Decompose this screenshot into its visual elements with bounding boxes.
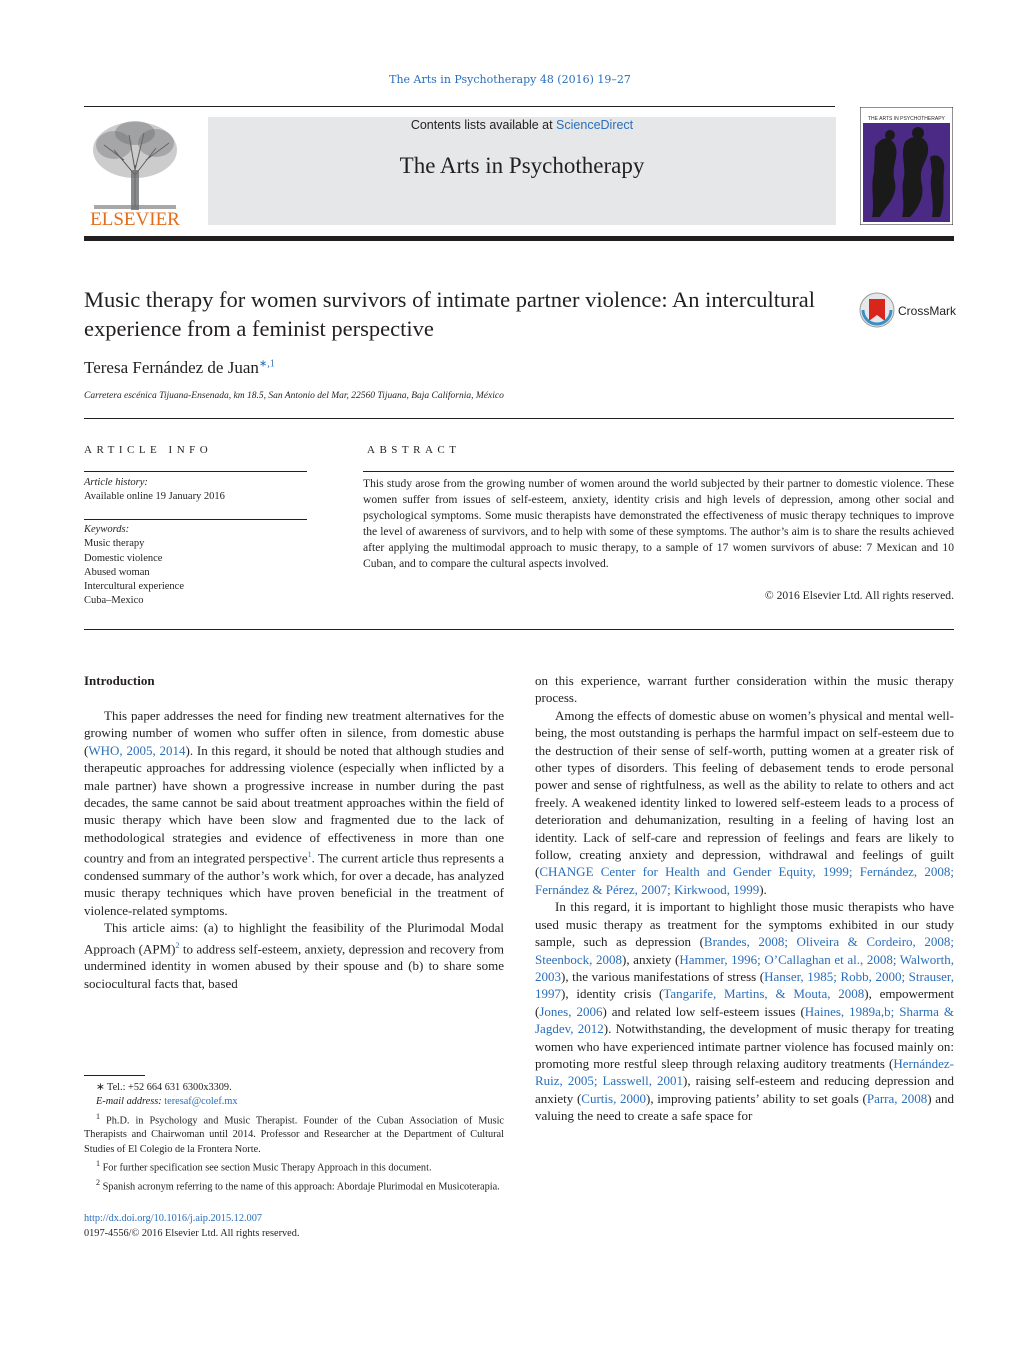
paragraph: This article aims: (a) to highlight the feasibility of the Plurimodal Modal Approach (APM)$^2$ to address self-esteem, anxiety, depression and recovery from undermined identity in women abused by their spouse and (b) to share some sociocultural facts that, based <box>84 920 504 991</box>
header-top-rule <box>84 106 835 107</box>
keywords-block <box>84 523 307 609</box>
paragraph: Among the effects of domestic abuse on women’s physical and mental well-being, the most outstanding is perhaps the harmful impact on self-esteem due to the destruction of their sense of self-worth, putting women at a greater risk of other types of disorders. This feeling of debasement tends to erode personal power and sense of rightfulness, as well as the ability to relate to others and act freely. A weakened identity linked to lowered self-esteem leads to a process of deterioration and dehumanization, resulting in a feeling of having lost an identity. Lack of self-care and repression of feelings and fears are likely to follow, creating anxiety and depression, withdrawal and feelings of guilt (CHANGE Center for Health and Gender Equity, 1999; Fernández, 2008; Fernández & Pérez, 2007; Kirkwood, 1999). <box>535 707 954 897</box>
citation-link[interactable]: WHO, 2005, 2014 <box>88 742 186 758</box>
introduction-heading: Introduction <box>84 673 155 688</box>
journal-title: The Arts in Psychotherapy <box>399 153 645 178</box>
article-history <box>84 476 307 505</box>
abstract-bottom-rule <box>84 629 954 630</box>
header-thick-rule <box>84 236 954 241</box>
keyword: Music therapy <box>84 538 145 550</box>
citation-link[interactable]: Hernández-Ruiz, 2005; Lasswell, 2001 <box>535 1055 954 1089</box>
author-affiliation: Carretera escénica Tijuana-Ensenada, km 18.5, San Antonio del Mar, 22560 Tijuana, Baja California, México <box>84 391 504 401</box>
crossmark-label: CrossMark <box>898 304 957 318</box>
footnote-1: $^1$ Ph.D. in Psychology and Music Therapist. Founder of the Cuban Association of Music Therapists and Chairwoman until 2014. Professor and Researcher at the Department of Cultural Studies of El Colegio de la Frontera Norte. <box>84 1111 505 1155</box>
keywords-rule <box>84 519 307 520</box>
article-info-heading: ARTICLE INFO <box>84 444 213 456</box>
article-title: Music therapy for women survivors of intimate partner violence: An intercultural experience from a feminist perspective <box>84 287 816 341</box>
footnote-rule <box>84 1075 145 1076</box>
issn-copyright: 0197-4556/© 2016 Elsevier Ltd. All rights reserved. <box>84 1227 300 1239</box>
doi-link[interactable]: http://dx.doi.org/10.1016/j.aip.2015.12.007 <box>84 1213 263 1224</box>
history-value: Available online 19 January 2016 <box>84 491 225 503</box>
sciencedirect-link[interactable]: ScienceDirect <box>556 118 634 132</box>
journal-cover-image[interactable] <box>860 107 953 225</box>
paragraph: This paper addresses the need for finding new treatment alternatives for the growing number of women who suffer often in silence, from domestic abuse (WHO, 2005, 2014). In this regard, it should be noted that although studies and therapeutic approaches for addressing violence (especially when inflicted by a male partner) have shown a progressive increase in number during the past decades, the same cannot be said about treatment approaches within the field of music therapy which have been slow and fragmented due to the lack of methodological strategies and evidence of effectiveness in more than one country and from an integrated perspective$^1$. The current article thus represents a condensed summary of the author’s work which, for over a decade, has analyzed music therapy techniques which have proven beneficial in the treatment of violence-related symptoms. <box>84 708 504 918</box>
paragraph: In this regard, it is important to highlight those music therapists who have used music therapy as treatment for the symptoms exhibited in our study sample, such as depression (Brandes, 2008; Oliveira & Cordeiro, 2008; Steenbock, 2008), anxiety (Hammer, 1996; O’Callaghan et al., 2008; Walworth, 2003), the various manifestations of stress (Hanser, 1985; Robb, 2000; Strauser, 1997), identity crisis (Tangarife, Martins, & Mouta, 2008), empowerment (Jones, 2006) and related low self-esteem issues (Haines, 1989a,b; Sharma & Jagdev, 2012). Notwithstanding, the development of music therapy for treating women who have experienced intimate partner violence has focused mainly on: promoting more restful sleep through relaxing auditory treatments (Hernández-Ruiz, 2005; Lasswell, 2001), raising self-esteem and reducing depression and anxiety (Curtis, 2000), improving patients’ ability to set goals (Parra, 2008) and valuing the need to create a safe space for <box>535 899 954 1124</box>
citation-link[interactable]: Hammer, 1996; O’Callaghan et al., 2008; Walworth, 2003 <box>535 951 954 984</box>
article-footer <box>84 1212 299 1241</box>
footnote-email: E-mail address: teresaf@colef.mx <box>96 1096 238 1108</box>
elsevier-logo <box>84 115 186 227</box>
paragraph: on this experience, warrant further consideration within the music therapy process. <box>535 673 954 706</box>
citation-link[interactable]: Haines, 1989a,b; Sharma & Jagdev, 2012 <box>535 1003 954 1037</box>
author-footnote-marks[interactable]: ∗,1 <box>258 358 275 370</box>
keyword: Cuba–Mexico <box>84 595 144 607</box>
keyword: Intercultural experience <box>84 581 184 593</box>
footnote-tel: ∗ Tel.: +52 664 631 6300x3309. <box>96 1082 232 1093</box>
article-info-rule <box>84 471 307 472</box>
author-line <box>84 358 275 378</box>
abstract-heading: ABSTRACT <box>367 444 461 456</box>
footnotes <box>84 1081 504 1194</box>
journal-citation[interactable]: The Arts in Psychotherapy 48 (2016) 19–27 <box>389 73 631 86</box>
footnote-2: $^2$ Spanish acronym referring to the name of this approach: Abordaje Plurimodal en Musicoterapia. <box>96 1177 500 1193</box>
footnote-ref[interactable]: 2 <box>175 940 180 950</box>
journal-banner <box>208 117 836 225</box>
citation-link[interactable]: Jones, 2006 <box>539 1003 603 1019</box>
citation-link[interactable]: CHANGE Center for Health and Gender Equity, 1999; Fernández, 2008; Fernández & Pérez, 2007; Kirkwood, 1999 <box>535 864 954 897</box>
citation-link[interactable]: Hanser, 1985; Robb, 2000; Strauser, 1997 <box>535 968 954 1002</box>
keyword: Domestic violence <box>84 552 163 564</box>
abstract-rule <box>363 471 954 472</box>
left-column <box>84 707 504 992</box>
abstract-text: This study arose from the growing number of women around the world subjected by their partner to domestic violence. These women suffer from issues of self-esteem, anxiety, identity crisis and high levels of depression, among other social and psychological symptoms. Some music therapists have demonstrated the effectiveness of music therapy techniques to improve the level of awareness of survivors, and to help with some of these symptoms. The author’s aim is to share the results achieved after applying the multimodal approach to music therapy, to a sample of 17 women survivors of abuse: 7 Mexican and 10 Cuban, and to compare the cultural aspects involved. <box>363 477 954 571</box>
elsevier-wordmark: ELSEVIER <box>90 209 180 227</box>
citation-link[interactable]: Tangarife, Martins, & Mouta, 2008 <box>663 986 865 1002</box>
title-bottom-rule <box>84 418 954 419</box>
footnote-ref[interactable]: 1 <box>307 850 312 860</box>
author-name: Teresa Fernández de Juan <box>84 358 259 377</box>
citation-link[interactable]: Parra, 2008 <box>866 1090 928 1106</box>
email-link[interactable]: teresaf@colef.mx <box>164 1096 238 1108</box>
contents-line: Contents lists available at ScienceDirect <box>410 118 634 132</box>
history-label: Article history: <box>84 477 148 488</box>
crossmark-badge[interactable] <box>858 291 958 331</box>
right-column <box>535 672 954 1125</box>
citation-link[interactable]: Curtis, 2000 <box>581 1090 646 1106</box>
footnote-1b: $^1$ For further specification see section Music Therapy Approach in this document. <box>96 1158 432 1174</box>
citation-link[interactable]: Brandes, 2008; Oliveira & Cordeiro, 2008; Steenbock, 2008 <box>535 934 954 967</box>
abstract-copyright: © 2016 Elsevier Ltd. All rights reserved. <box>764 589 954 602</box>
keyword: Abused woman <box>84 566 150 578</box>
cover-title: THE ARTS IN PSYCHOTHERAPY <box>868 116 945 122</box>
keywords-label: Keywords: <box>84 524 130 535</box>
